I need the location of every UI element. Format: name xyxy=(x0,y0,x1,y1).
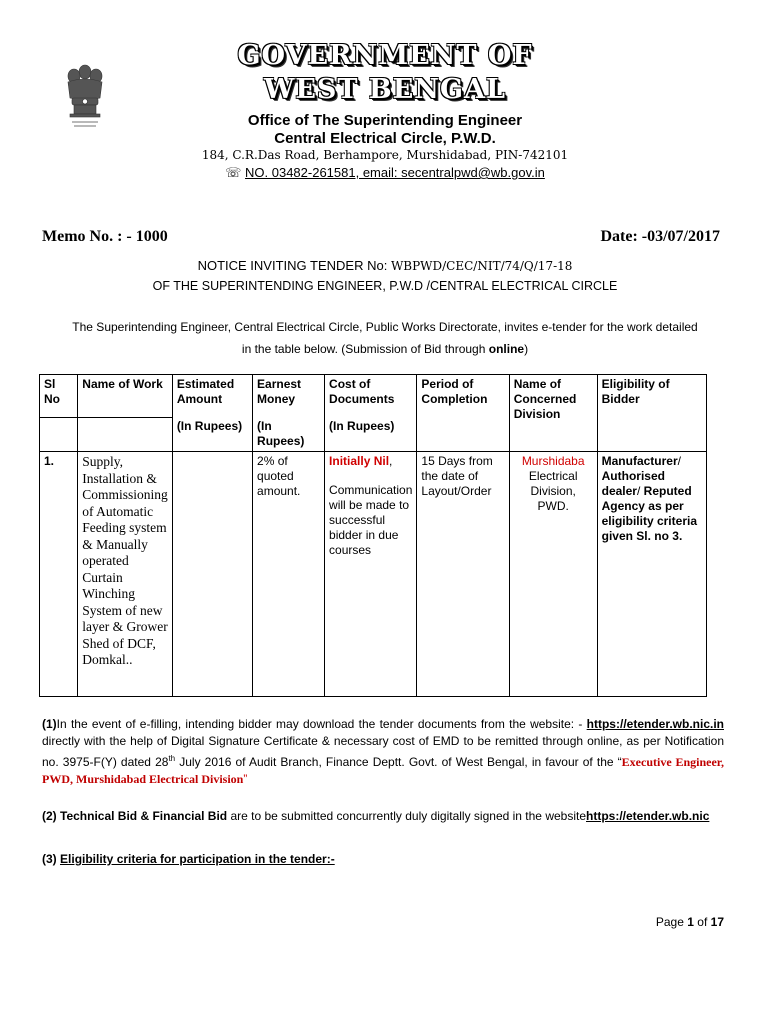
etender-link[interactable]: https://etender.wb.nic.in xyxy=(586,717,724,731)
page-footer xyxy=(656,915,724,929)
table-header-row xyxy=(40,375,707,418)
division-rest: Electrical Division, PWD. xyxy=(528,469,578,513)
nit-prefix: NOTICE INVITING TENDER No: xyxy=(197,258,388,273)
p1-executive-engineer: Executive Engineer, PWD, Murshidabad Electrical Division xyxy=(42,755,725,786)
nit-title xyxy=(0,258,770,273)
header-division: Name of Concerned Division xyxy=(509,375,597,452)
p1-sup: th xyxy=(168,754,176,763)
paragraph-3 xyxy=(42,851,724,868)
eligibility-dealer: Authorised dealer xyxy=(601,469,665,498)
header-name: Name of Work xyxy=(78,375,173,418)
memo-value: 1000 xyxy=(135,228,168,245)
header-cost: Cost of Documents xyxy=(325,375,417,418)
p1-number: (1) xyxy=(42,717,57,731)
p3-heading: Eligibility criteria for participation in the tender:- xyxy=(60,852,335,866)
cost-communication: Communication will be made to successful bidder in due courses xyxy=(329,483,413,557)
intro-line-2 xyxy=(0,342,770,356)
header-estimated: Estimated Amount xyxy=(172,375,252,418)
header-sl: Sl No xyxy=(40,375,78,418)
memo-date xyxy=(600,228,720,246)
division-murshidabad: Murshidaba xyxy=(521,454,585,468)
government-title-line2: WEST BENGAL xyxy=(264,74,506,105)
header-period: Period of Completion xyxy=(417,375,509,452)
header-eligibility: Eligibility of Bidder xyxy=(597,375,706,452)
row-estimated xyxy=(172,452,252,697)
date-value: 03/07/2017 xyxy=(647,228,720,245)
eligibility-manufacturer: Manufacturer xyxy=(601,454,678,468)
intro-close: ) xyxy=(524,342,529,356)
intro-online: online xyxy=(488,342,525,356)
office-name: Office of The Superintending Engineer xyxy=(247,112,523,129)
eligibility-agency: Reputed Agency as per eligibility criteria given Sl. no 3. xyxy=(601,484,697,543)
p3-number: (3) xyxy=(42,852,57,866)
row-cost xyxy=(325,452,417,697)
row-period: 15 Days from the date of Layout/Order xyxy=(417,452,509,697)
p2-text: are to be submitted concurrently duly digitally signed in the website xyxy=(227,809,587,823)
tender-table xyxy=(39,374,707,697)
footer-total: 17 xyxy=(710,915,724,929)
phone-icon: ☏ xyxy=(225,165,242,180)
row-sl: 1. xyxy=(40,452,78,697)
nit-issuer: OF THE SUPERINTENDING ENGINEER, P.W.D /CENTRAL ELECTRICAL CIRCLE xyxy=(152,279,618,293)
footer-of-word: of xyxy=(697,915,708,929)
row-eligibility: Manufacturer/ Authorised dealer/ Reputed Agency as per eligibility criteria given Sl. no 3. xyxy=(597,452,706,697)
memo-label: Memo No. : - xyxy=(42,228,132,245)
units-cost: (In Rupees) xyxy=(325,417,417,452)
footer-page-no: 1 xyxy=(687,915,694,929)
row-earnest: 2% of quoted amount. xyxy=(253,452,325,697)
nit-number: WBPWD/CEC/NIT/74/Q/17-18 xyxy=(390,259,573,273)
government-title-line1: GOVERNMENT OF xyxy=(237,40,533,71)
contact-details: NO. 03482-261581, email: secentralpwd@wb.gov.in xyxy=(245,165,545,180)
office-address: 184, C.R.Das Road, Berhampore, Murshidabad, PIN-742101 xyxy=(201,148,569,162)
circle-name: Central Electrical Circle, P.W.D. xyxy=(274,130,496,147)
intro-line-1: The Superintending Engineer, Central Electrical Circle, Public Works Directorate, invites e-tender for the work detailed xyxy=(72,320,698,334)
contact-line xyxy=(0,165,770,181)
units-sl xyxy=(40,417,78,452)
p1-text-d: ” xyxy=(243,772,248,786)
units-name xyxy=(78,417,173,452)
p1-text-c: July 2016 of Audit Branch, Finance Deptt. Govt. of West Bengal, in favour of the “ xyxy=(175,755,622,769)
row-division xyxy=(509,452,597,697)
cost-comma: , xyxy=(389,454,393,468)
units-estimated: (In Rupees) xyxy=(172,417,252,452)
p1-text-a: In the event of e-filling, intending bidder may download the tender documents from the website: - xyxy=(56,717,583,731)
paragraph-1 xyxy=(42,716,724,788)
header-earnest: Earnest Money xyxy=(253,375,325,418)
intro-text: in the table below. (Submission of Bid through xyxy=(241,342,486,356)
table-row xyxy=(40,452,707,697)
units-earnest: (In Rupees) xyxy=(253,417,325,452)
cost-initially-nil: Initially Nil xyxy=(329,454,390,468)
paragraph-2 xyxy=(42,808,724,825)
memo-number xyxy=(42,228,168,246)
p2-bold: (2) Technical Bid & Financial Bid xyxy=(42,809,228,823)
row-name-of-work: Supply, Installation & Commissioning of Automatic Feeding system & Manually operated Curtain Winching System of new layer & Grower Shed of DCF, Domkal.. xyxy=(78,452,173,697)
footer-page-word: Page xyxy=(655,915,684,929)
p1-text-b: directly with the help of Digital Signature Certificate & necessary cost of EMD to be remitted through online, as per Notification no. 3975-F(Y) dated 28 xyxy=(42,734,724,769)
date-label: Date: - xyxy=(600,228,648,245)
etender-link-2[interactable]: https://etender.wb.nic xyxy=(586,809,710,823)
